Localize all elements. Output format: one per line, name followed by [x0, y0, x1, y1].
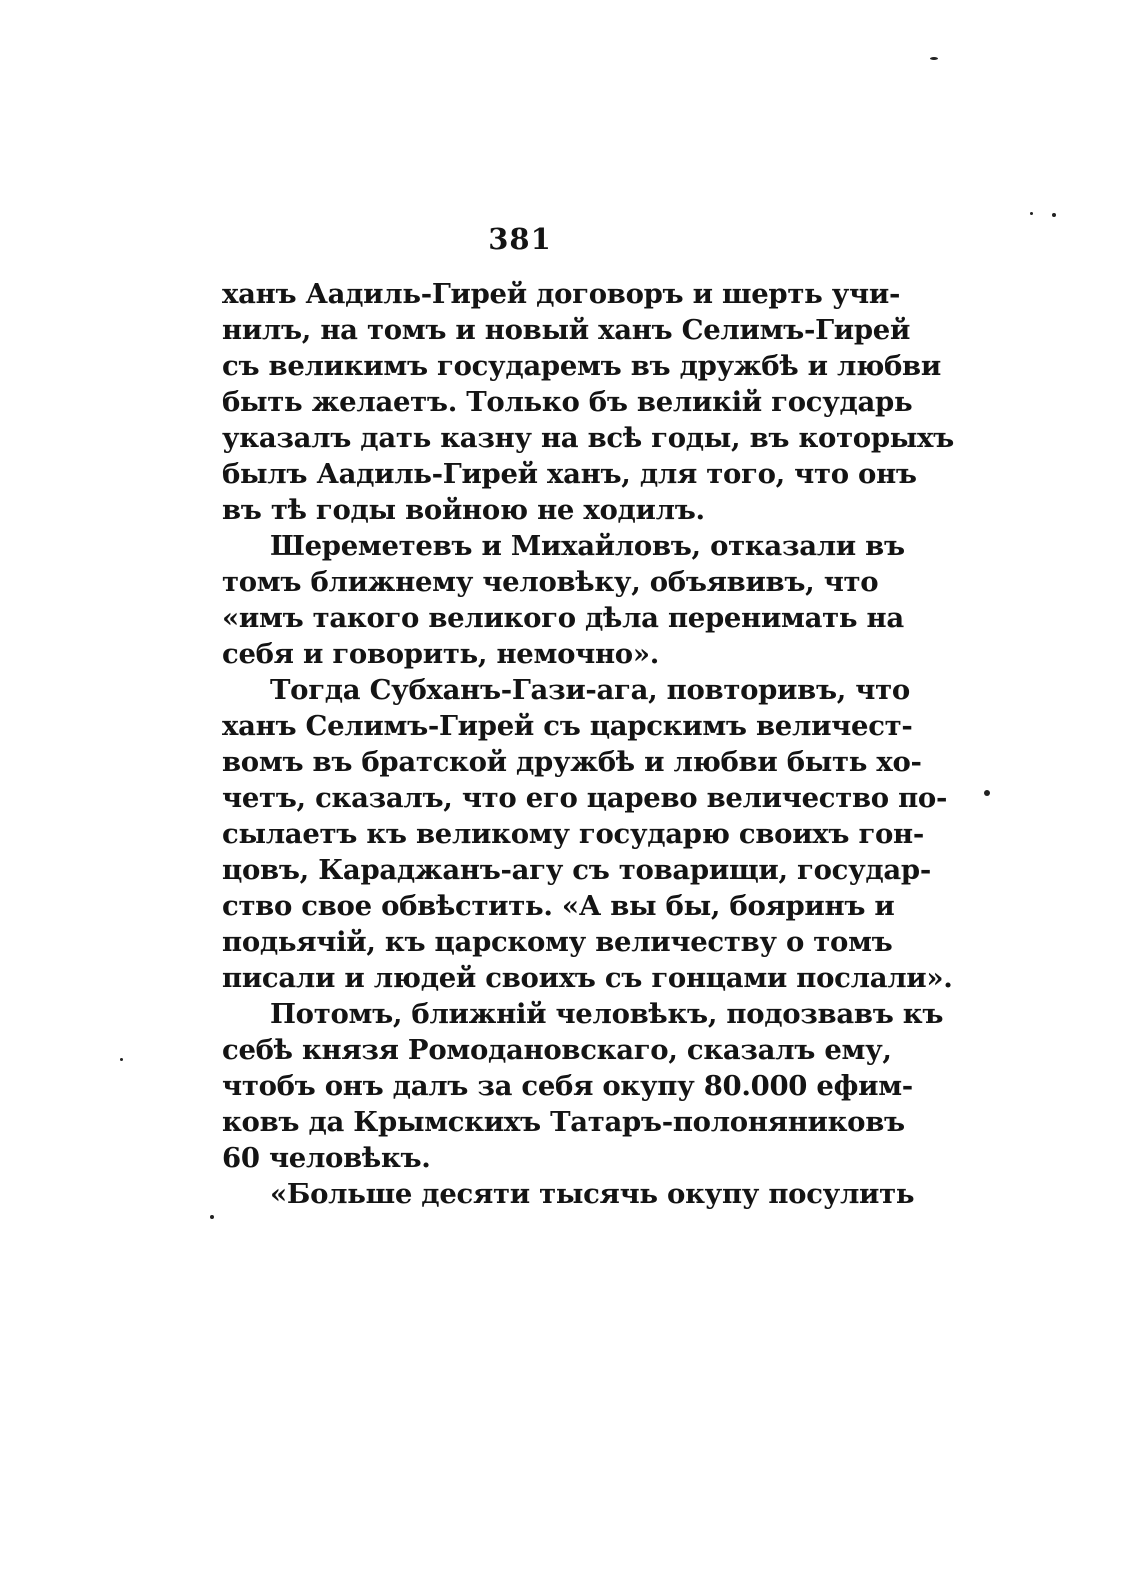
scan-speck — [120, 1058, 123, 1061]
text-line: четъ, сказалъ, что его царево величество по- — [222, 782, 948, 814]
text-line: въ тѣ годы войною не ходилъ. — [222, 494, 705, 526]
text-line: себѣ князя Ромодановскаго, сказалъ ему, — [222, 1034, 892, 1066]
text-line: себя и говорить, немочно». — [222, 638, 659, 670]
text-line: ство свое обвѣстить. «А вы бы, бояринъ и — [222, 890, 895, 922]
text-line: цовъ, Караджанъ-агу съ товарищи, государ- — [222, 854, 931, 886]
scan-speck — [1030, 212, 1033, 215]
scan-speck — [1052, 213, 1056, 217]
text-line: ханъ Аадиль-Гирей договоръ и шерть учи- — [222, 278, 901, 310]
scan-speck — [210, 1215, 214, 1219]
text-line: сылаетъ къ великому государю своихъ гон- — [222, 818, 924, 850]
text-line: былъ Аадиль-Гирей ханъ, для того, что онъ — [222, 458, 917, 490]
scan-speck — [984, 790, 990, 796]
text-line: 60 человѣкъ. — [222, 1142, 431, 1174]
text-line: чтобъ онъ далъ за себя окупу 80.000 ефим- — [222, 1070, 913, 1102]
text-line: ханъ Селимъ-Гирей съ царскимъ величест- — [222, 710, 913, 742]
text-line: съ великимъ государемъ въ дружбѣ и любви — [222, 350, 941, 382]
scan-speck — [930, 57, 938, 60]
text-line: ковъ да Крымскихъ Татаръ-полоняниковъ — [222, 1106, 905, 1138]
text-line: писали и людей своихъ съ гонцами послали». — [222, 962, 953, 994]
text-line: «имъ такого великого дѣла перенимать на — [222, 602, 904, 634]
paragraph-first-line: «Больше десяти тысячь окупу посулить — [270, 1178, 915, 1210]
paragraph-first-line: Потомъ, ближній человѣкъ, подозвавъ къ — [270, 998, 944, 1030]
text-line: нилъ, на томъ и новый ханъ Селимъ-Гирей — [222, 314, 911, 346]
paragraph-first-line: Шереметевъ и Михайловъ, отказали въ — [270, 530, 905, 562]
body-text — [222, 276, 954, 1212]
text-line: томъ ближнему человѣку, объявивъ, что — [222, 566, 879, 598]
text-line: быть желаетъ. Только бъ великій государь — [222, 386, 913, 418]
text-line: вомъ въ братской дружбѣ и любви быть хо- — [222, 746, 922, 778]
page-number: 381 — [488, 222, 552, 256]
text-line: указалъ дать казну на всѣ годы, въ которыхъ — [222, 422, 954, 454]
paragraph-first-line: Тогда Субханъ-Гази-ага, повторивъ, что — [270, 674, 910, 706]
text-line: подьячій, къ царскому величеству о томъ — [222, 926, 893, 958]
